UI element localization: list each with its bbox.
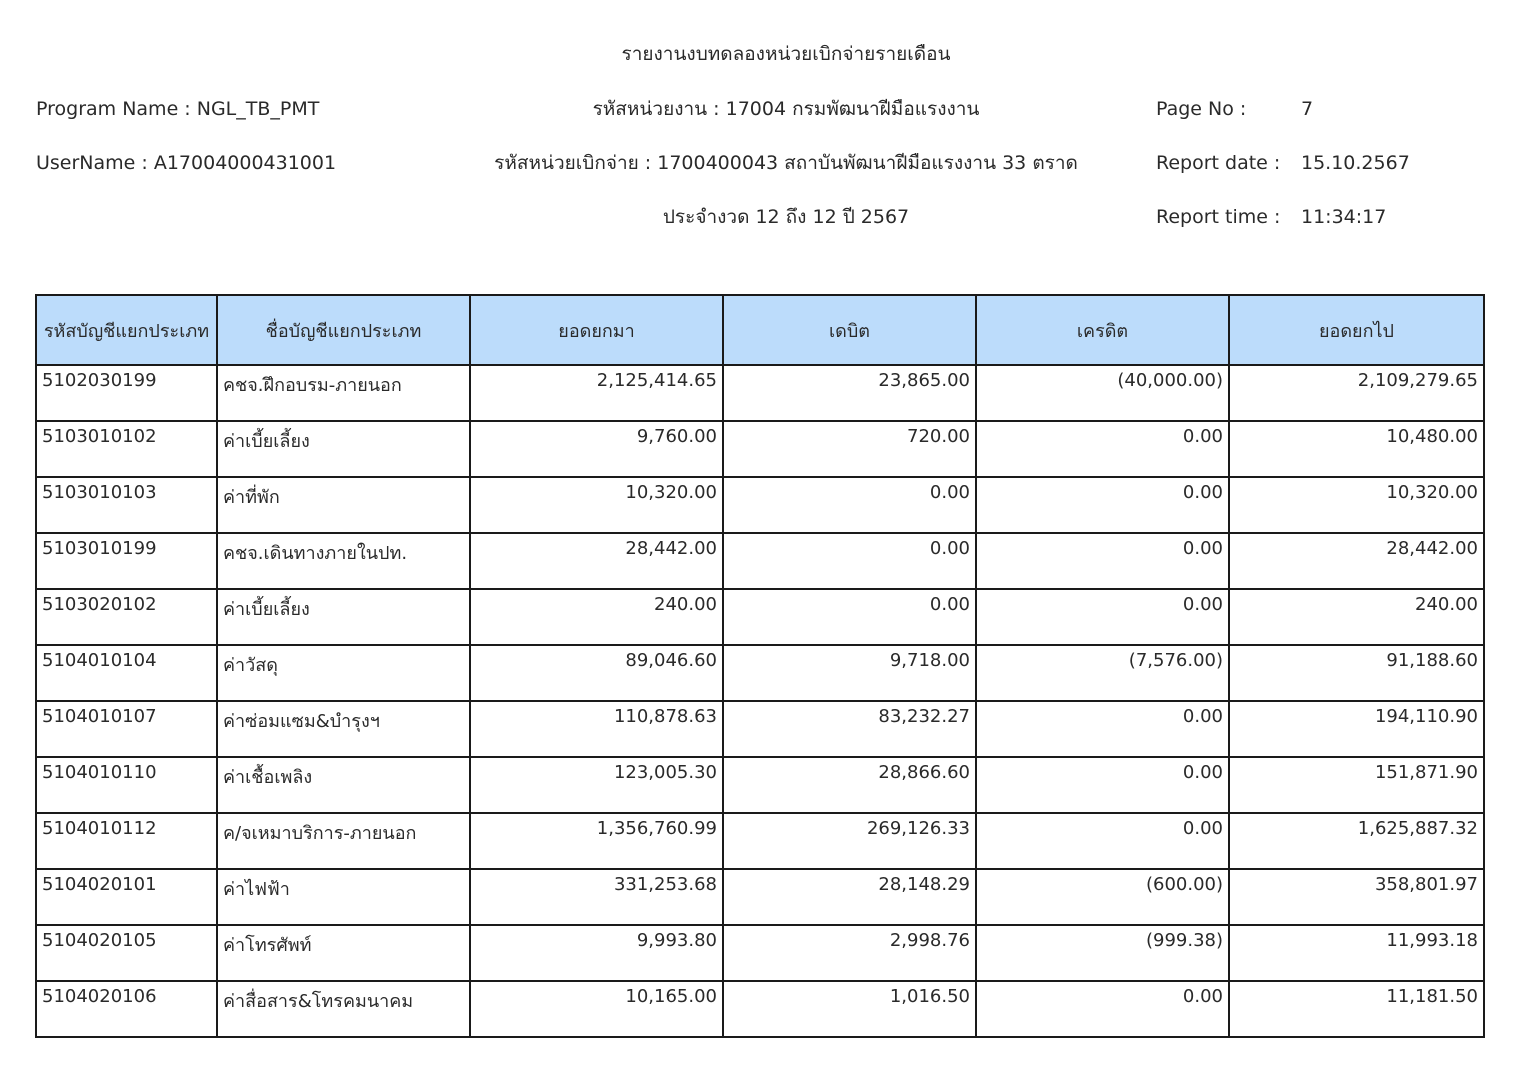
- account-code-cell: 5104010112: [36, 813, 217, 869]
- closing-balance-cell: 11,993.18: [1229, 925, 1484, 981]
- credit-cell: 0.00: [976, 589, 1229, 645]
- account-name-cell: ค่าเชื้อเพลิง: [217, 757, 470, 813]
- closing-balance-cell: 240.00: [1229, 589, 1484, 645]
- debit-cell: 720.00: [723, 421, 976, 477]
- account-code-cell: 5104010110: [36, 757, 217, 813]
- closing-balance-cell: 194,110.90: [1229, 701, 1484, 757]
- credit-cell: 0.00: [976, 477, 1229, 533]
- debit-cell: 83,232.27: [723, 701, 976, 757]
- debit-cell: 23,865.00: [723, 365, 976, 421]
- header-account-code: รหัสบัญชีแยกประเภท: [36, 295, 217, 365]
- page-no-label: Page No :: [1156, 98, 1247, 120]
- header-closing-balance: ยอดยกไป: [1229, 295, 1484, 365]
- account-name-cell: คชจ.ฝึกอบรม-ภายนอก: [217, 365, 470, 421]
- table-row: [36, 477, 1484, 533]
- table-row: [36, 365, 1484, 421]
- table-row: [36, 869, 1484, 925]
- closing-balance-cell: 1,625,887.32: [1229, 813, 1484, 869]
- table-row: [36, 813, 1484, 869]
- account-code-cell: 5104010104: [36, 645, 217, 701]
- account-name-cell: ค่าเบี้ยเลี้ยง: [217, 421, 470, 477]
- account-code-cell: 5104020101: [36, 869, 217, 925]
- report-period: ประจำงวด 12 ถึง 12 ปี 2567: [662, 206, 910, 228]
- debit-cell: 28,866.60: [723, 757, 976, 813]
- closing-balance-cell: 10,480.00: [1229, 421, 1484, 477]
- credit-cell: (999.38): [976, 925, 1229, 981]
- program-name: Program Name : NGL_TB_PMT: [36, 98, 320, 120]
- account-code-cell: 5102030199: [36, 365, 217, 421]
- account-name-cell: ค่าซ่อมแซม&บำรุงฯ: [217, 701, 470, 757]
- header-opening-balance: ยอดยกมา: [470, 295, 723, 365]
- credit-cell: (40,000.00): [976, 365, 1229, 421]
- user-name: UserName : A17004000431001: [36, 152, 337, 174]
- account-code-cell: 5103010199: [36, 533, 217, 589]
- opening-balance-cell: 10,165.00: [470, 981, 723, 1037]
- account-code-cell: 5103010102: [36, 421, 217, 477]
- opening-balance-cell: 9,993.80: [470, 925, 723, 981]
- account-code-cell: 5104010107: [36, 701, 217, 757]
- table-row: [36, 757, 1484, 813]
- debit-cell: 28,148.29: [723, 869, 976, 925]
- closing-balance-cell: 358,801.97: [1229, 869, 1484, 925]
- report-date-value: 15.10.2567: [1301, 152, 1410, 174]
- opening-balance-cell: 123,005.30: [470, 757, 723, 813]
- table-row: [36, 981, 1484, 1037]
- credit-cell: 0.00: [976, 701, 1229, 757]
- header-credit: เครดิต: [976, 295, 1229, 365]
- opening-balance-cell: 28,442.00: [470, 533, 723, 589]
- debit-cell: 0.00: [723, 533, 976, 589]
- account-name-cell: ค่าที่พัก: [217, 477, 470, 533]
- disbursing-unit: รหัสหน่วยเบิกจ่าย : 1700400043 สถาบันพัฒนาฝีมือแรงงาน 33 ตราด: [494, 152, 1078, 174]
- account-name-cell: ค่าวัสดุ: [217, 645, 470, 701]
- account-name-cell: ค/จเหมาบริการ-ภายนอก: [217, 813, 470, 869]
- table-row: [36, 925, 1484, 981]
- debit-cell: 0.00: [723, 589, 976, 645]
- table-row: [36, 533, 1484, 589]
- credit-cell: 0.00: [976, 813, 1229, 869]
- closing-balance-cell: 91,188.60: [1229, 645, 1484, 701]
- credit-cell: (600.00): [976, 869, 1229, 925]
- table-row: [36, 589, 1484, 645]
- account-code-cell: 5104020105: [36, 925, 217, 981]
- report-time-label: Report time :: [1156, 206, 1281, 228]
- credit-cell: 0.00: [976, 533, 1229, 589]
- page-no-value: 7: [1301, 98, 1314, 120]
- table-header-row: [36, 295, 1484, 365]
- debit-cell: 1,016.50: [723, 981, 976, 1037]
- account-name-cell: ค่าไฟฟ้า: [217, 869, 470, 925]
- account-name-cell: ค่าเบี้ยเลี้ยง: [217, 589, 470, 645]
- opening-balance-cell: 240.00: [470, 589, 723, 645]
- closing-balance-cell: 151,871.90: [1229, 757, 1484, 813]
- header-account-name: ชื่อบัญชีแยกประเภท: [217, 295, 470, 365]
- table-body: [36, 365, 1484, 1037]
- report-title: รายงานงบทดลองหน่วยเบิกจ่ายรายเดือน: [621, 43, 951, 65]
- account-code-cell: 5104020106: [36, 981, 217, 1037]
- report-date-label: Report date :: [1156, 152, 1281, 174]
- closing-balance-cell: 28,442.00: [1229, 533, 1484, 589]
- debit-cell: 9,718.00: [723, 645, 976, 701]
- closing-balance-cell: 10,320.00: [1229, 477, 1484, 533]
- credit-cell: 0.00: [976, 421, 1229, 477]
- account-code-cell: 5103020102: [36, 589, 217, 645]
- credit-cell: 0.00: [976, 981, 1229, 1037]
- account-name-cell: ค่าโทรศัพท์: [217, 925, 470, 981]
- report-time-value: 11:34:17: [1301, 206, 1387, 228]
- agency-code: รหัสหน่วยงาน : 17004 กรมพัฒนาฝีมือแรงงาน: [592, 98, 980, 120]
- debit-cell: 269,126.33: [723, 813, 976, 869]
- opening-balance-cell: 110,878.63: [470, 701, 723, 757]
- opening-balance-cell: 9,760.00: [470, 421, 723, 477]
- opening-balance-cell: 89,046.60: [470, 645, 723, 701]
- opening-balance-cell: 1,356,760.99: [470, 813, 723, 869]
- opening-balance-cell: 331,253.68: [470, 869, 723, 925]
- credit-cell: 0.00: [976, 757, 1229, 813]
- opening-balance-cell: 10,320.00: [470, 477, 723, 533]
- opening-balance-cell: 2,125,414.65: [470, 365, 723, 421]
- credit-cell: (7,576.00): [976, 645, 1229, 701]
- debit-cell: 0.00: [723, 477, 976, 533]
- account-name-cell: ค่าสื่อสาร&โทรคมนาคม: [217, 981, 470, 1037]
- account-code-cell: 5103010103: [36, 477, 217, 533]
- closing-balance-cell: 2,109,279.65: [1229, 365, 1484, 421]
- table-row: [36, 421, 1484, 477]
- header-debit: เดบิต: [723, 295, 976, 365]
- closing-balance-cell: 11,181.50: [1229, 981, 1484, 1037]
- table-row: [36, 701, 1484, 757]
- table-row: [36, 645, 1484, 701]
- account-name-cell: คชจ.เดินทางภายในปท.: [217, 533, 470, 589]
- trial-balance-table: [35, 294, 1485, 1038]
- debit-cell: 2,998.76: [723, 925, 976, 981]
